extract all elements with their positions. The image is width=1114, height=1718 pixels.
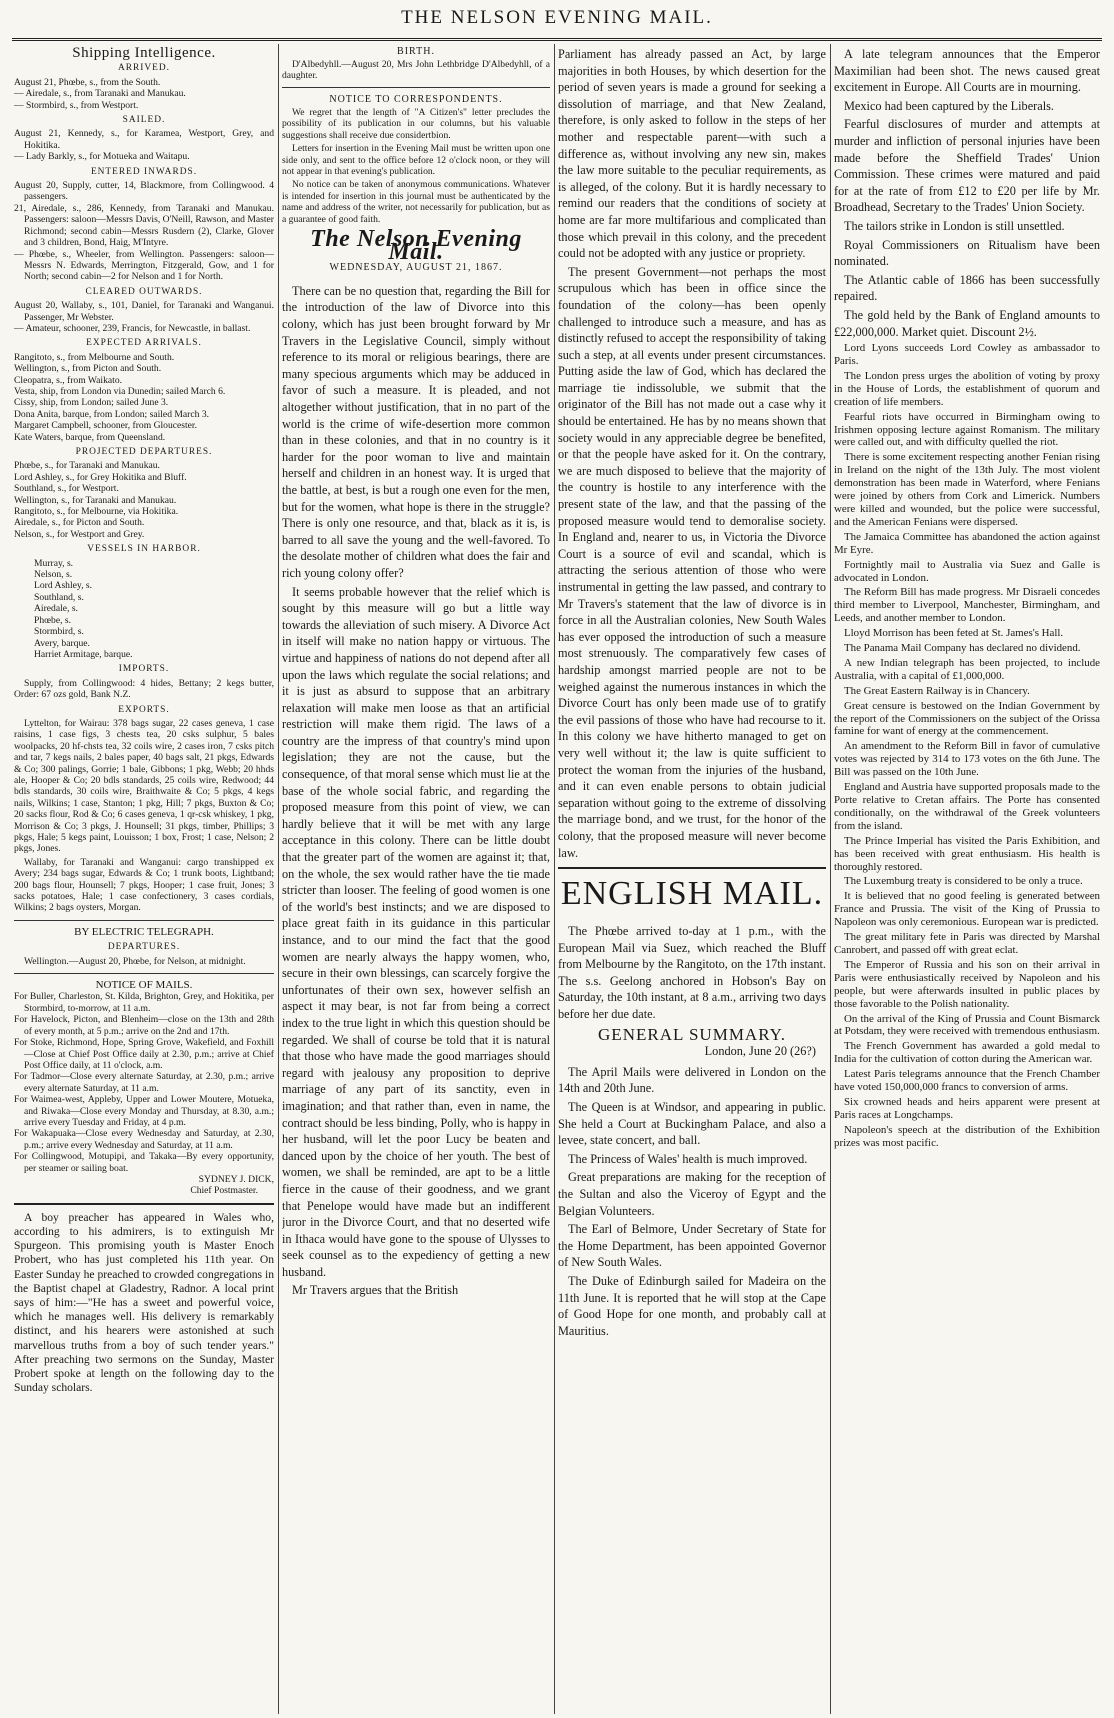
expected-item: Cleopatra, s., from Waikato. bbox=[14, 374, 123, 386]
summary-item: Fearful riots have occurred in Birmingham owing to Irishmen opposing lecture against Romanism. The military were called out, and with difficulty quelled the riot. bbox=[834, 410, 1100, 449]
imports-heading: IMPORTS. bbox=[118, 664, 170, 675]
entered-item: August 20, Supply, cutter, 14, Blackmore, from Collingwood. 4 passengers. bbox=[14, 180, 274, 203]
summary-item: The Duke of Edinburgh sailed for Madeira on the 11th June. It is reported that he will stop at the Cape of Good Hope for one month, and probably call at Mauritius. bbox=[558, 1273, 826, 1338]
summary-item: A new Indian telegraph has been projected, to include Australia, with a capital of £1,000,000. bbox=[834, 656, 1100, 682]
summary-item: The French Government has awarded a gold medal to India for the cultivation of cotton during the American war. bbox=[834, 1040, 1100, 1066]
vessel-item: Murray, s. bbox=[34, 557, 74, 569]
summary-item: The Great Eastern Railway is in Chancery. bbox=[844, 684, 1030, 697]
vessel-item: Avery, barque. bbox=[34, 637, 90, 649]
summary-item: The Queen is at Windsor, and appearing in public. She held a Court at Buckingham Palace, and also a levee, state concert, and ball. bbox=[558, 1100, 826, 1148]
summary-item: Mexico had been captured by the Liberals. bbox=[844, 98, 1054, 113]
summary-item: Royal Commissioners on Ritualism have been nominated. bbox=[834, 237, 1100, 269]
projected-item: Phœbe, s., for Taranaki and Manukau. bbox=[14, 460, 160, 472]
vessel-item: Nelson, s. bbox=[34, 569, 73, 581]
summary-item: The Atlantic cable of 1866 has been successfully repaired. bbox=[834, 272, 1100, 304]
expected-item: Dona Anita, barque, from London; sailed March 3. bbox=[14, 408, 210, 420]
sailed-item: — Lady Barkly, s., for Motueka and Waitapu. bbox=[14, 151, 190, 163]
entered-heading: ENTERED INWARDS. bbox=[90, 166, 198, 177]
summary-item: The great military fete in Paris was directed by Marshal Canrobert, and passed off with great eclat. bbox=[834, 931, 1100, 956]
cleared-heading: CLEARED OUTWARDS. bbox=[85, 286, 203, 297]
arrived-heading: ARRIVED. bbox=[117, 63, 170, 74]
expected-item: Kate Waters, barque, from Queensland. bbox=[14, 431, 166, 443]
vessel-item: Southland, s. bbox=[34, 591, 84, 603]
birth-heading: BIRTH. bbox=[397, 46, 435, 57]
summary-item: England and Austria have supported proposals made to the Porte relative to Cretan affairs. The Porte has consented conditionally, on the withdrawal of the Greek volunteers from the island. bbox=[834, 781, 1100, 832]
summary-item: An amendment to the Reform Bill in favor of cumulative votes was rejected by 314 to 173 votes on the 6th June. The Bill was passed on the 10th June. bbox=[834, 740, 1100, 779]
summary-item: Napoleon's speech at the distribution of the Exhibition prizes was most pacific. bbox=[834, 1123, 1100, 1149]
boy-preacher-article: A boy preacher has appeared in Wales who, according to his admirers, is to extinguish Mr Spurgeon. This promising youth is Master Enoch Probert, who has just completed his 11th year. On Easter Sunday he preached to crowded congregations in the Baptist chapel at Gladestry, Radnor. A local print says of him:—"He has a sweet and powerful voice, which he manages well. His delivery is remarkably distinct, and his hearers were astonished at such marvellous truths from a boy of such tender years." After preaching two sermons on the Sunday, Master Probert spoke at length on the following day to the Sunday scholars. bbox=[14, 1210, 274, 1395]
column-summary-continued bbox=[834, 46, 1100, 1714]
summary-item: Great censure is bestowed on the Indian Government by the report of the Commissioners on the subject of the Orissa famine for want of energy at the commencement. bbox=[834, 699, 1100, 738]
entered-item: — Phœbe, s., Wheeler, from Wellington. Passengers: saloon—Messrs N. Edwards, Merrington, Fitzgerald, Gow, and 1 for North; second cabin—2 for Nelson and 1 for North. bbox=[14, 248, 274, 283]
expected-item: Vesta, ship, from London via Dunedin; sailed March 6. bbox=[14, 385, 226, 397]
sailed-heading: SAILED. bbox=[122, 115, 166, 126]
postmaster-name: SYDNEY J. DICK, bbox=[198, 1173, 274, 1185]
mail-item: For Wakapuaka—Close every Wednesday and Saturday, at 2.30, p.m.; arrive every Wednesday and Saturday, at 11 a.m. bbox=[14, 1128, 274, 1151]
column-rule bbox=[830, 44, 831, 1714]
expected-item: Margaret Campbell, schooner, from Gloucester. bbox=[14, 420, 197, 432]
leader-paragraph: Mr Travers argues that the British bbox=[292, 1283, 459, 1298]
projected-heading: PROJECTED DEPARTURES. bbox=[75, 447, 213, 457]
summary-item: Fearful disclosures of murder and attempts at murder and infliction of personal injuries have been made before the Sheffield Trades' Union Commission. These crimes were matured and paid for at the rate of from £12 to £20 per life by Mr. Broadhead, Secretary to the Trades' Union Society. bbox=[834, 117, 1100, 215]
exports-text: Lyttelton, for Wairau: 378 bags sugar, 22 cases geneva, 1 case raisins, 1 case figs, 3 chests tea, 20 csks sulphur, 5 bales woolpacks, 20 hf-chsts tea, 32 coils wire, 2 cases iron, 7 csks pitch and tar, 7 kegs nails, 2 bales paper, 40 bags salt, 21 pkgs, Edwards & Co; 300 palings, Gorrie; 1 bale, Gibbons; 1 pkg, Webb; 20 hhds ale, Hooper & Co; 20 bdls standards, 25 coils wire, Redwood; 44 bdls standards, 30 coils wire, Braithwaite & Co; 5 pkgs, 4 kegs nails, Wilkins; 1 case, Stanton; 1 pkg, Hill; 7 pkgs, Buxton & Co; 20 sacks flour, Rod & Co; 6 cases geneva, 1 qr-csk whiskey, 1 pkg, Morrison & Co; 3 pkgs, J. Hounsell; 31 pkgs, timber, Phillips; 3 pkgs, Hale; 5 kegs paint, Louisson; 1 box, Frost; 1 case, Nelson; 2 pkgs, Jones. bbox=[14, 717, 274, 855]
summary-item: The Panama Mail Company has declared no dividend. bbox=[844, 642, 1081, 655]
summary-item: The Luxemburg treaty is considered to be only a truce. bbox=[844, 875, 1083, 888]
column-editorial bbox=[282, 46, 550, 1714]
vessel-item: Lord Ashley, s. bbox=[34, 580, 93, 592]
correspondents-notice: No notice can be taken of anonymous communications. Whatever is intended for insertion in this journal must be authenticated by the name and address of the writer, not necessarily for publication, but as a guarantee of good faith. bbox=[282, 179, 550, 225]
summary-item: The tailors strike in London is still unsettled. bbox=[844, 218, 1065, 233]
projected-item: Rangitoto, s., for Melbourne, via Hokitika. bbox=[14, 506, 179, 518]
column-shipping bbox=[14, 46, 274, 1714]
projected-item: Wellington, s., for Taranaki and Manukau. bbox=[14, 494, 177, 506]
notice-of-mails-heading: NOTICE OF MAILS. bbox=[95, 979, 193, 992]
section-rule bbox=[14, 1203, 274, 1205]
column-rule bbox=[278, 44, 279, 1714]
masthead-rule bbox=[12, 38, 1102, 41]
summary-item: The Emperor of Russia and his son on their arrival in Paris were enthusiastically received by Napoleon and his people, but were afterwards insulted in public places by those favorable to the Polish nationality. bbox=[834, 958, 1100, 1010]
mail-item: For Collingwood, Motupipi, and Takaka—By every opportunity, per steamer or sailing boat. bbox=[14, 1151, 274, 1174]
summary-item: The Reform Bill has made progress. Mr Disraeli concedes third member to Liverpool, Manchester, Birmingham, and Leeds, and another member to London. bbox=[834, 586, 1100, 625]
arrived-item: — Airedale, s., from Taranaki and Manukau. bbox=[14, 88, 186, 100]
departures-text: Wellington.—August 20, Phœbe, for Nelson, at midnight. bbox=[24, 955, 246, 967]
mail-item: For Havelock, Picton, and Blenheim—close on the 13th and 28th of every month, at 5 p.m.; arrive on the 2nd and 17th. bbox=[14, 1014, 274, 1037]
leader-paragraph: The present Government—not perhaps the most scrupulous which has been in office since the foundation of the colony—has been openly challenged to introduce such a measure, and has as distinctly refused to accept the responsibility of taking such a step, at all events under present circumstances. Putting aside the law of God, which has declared the marriage tie indissoluble, we submit that the originator of the Bill has not made out a case why it should be entertained. He has by no means shown that society would in any appreciable degree be benefited, or that the people have asked for it. On the contrary, we are much disposed to believe that the majority of the country is hostile to any interference with the present state of the law, and that the passing of the proposed measure would tend to demoralise society. In England and, nearer to us, in Victoria the Divorce Court is a source of evil and scandal, which is attracting the serious attention of those who were instrumental in getting the law passed, and contrary to Mr Travers's statement that the law of divorce is in force in all the Australian colonies, New South Wales has ever opposed the introduction of such a measure most strenuously. The comparatively few cases of hardship amongst married people are not to be weighed against the numerous instances in which the Divorce Court has only been made use of to gratify the evil passions of those who have had recourse to it. In this colony we have hitherto managed to get on very well without it; the law is quite sufficient to protect the woman from the injuries of the husband, and it can even enable persons to obtain judicial separation without going to the extreme of dissolving the marriage bond, and we trust, for the honor of the colony, that the proposed measure will never become law. bbox=[558, 264, 826, 860]
telegraph-heading: BY ELECTRIC TELEGRAPH. bbox=[74, 925, 214, 938]
column-rule bbox=[554, 44, 555, 1714]
summary-item: Great preparations are making for the reception of the Sultan and also the Viceroy of Egypt and the Belgian Volunteers. bbox=[558, 1170, 826, 1218]
projected-item: Southland, s., for Westport. bbox=[14, 483, 119, 495]
entered-item: 21, Airedale, s., 286, Kennedy, from Taranaki and Manukau. Passengers: saloon—Messrs Davis, O'Neill, Rawson, and Master Richmond; second cabin—Messrs Rusdern (2), Clarke, Glover and 3 children, Bond, Haig, M'Intyre. bbox=[14, 202, 274, 249]
vessel-item: Airedale, s. bbox=[34, 603, 78, 615]
correspondents-notice: We regret that the length of "A Citizen's" letter precludes the possibility of its publication in our columns, but his valuable suggestions shall receive due considertbion. bbox=[282, 107, 550, 141]
summary-item: The Prince Imperial has visited the Paris Exhibition, and has been received with great enthusiasm. His health is thoroughly restored. bbox=[834, 834, 1100, 873]
arrived-item: — Stormbird, s., from Westport. bbox=[14, 99, 139, 111]
projected-item: Nelson, s., for Westport and Grey. bbox=[14, 528, 145, 540]
projected-item: Lord Ashley, s., for Grey Hokitika and Bluff. bbox=[14, 471, 187, 483]
expected-item: Rangitoto, s., from Melbourne and South. bbox=[14, 351, 175, 363]
summary-item: On the arrival of the King of Prussia and Count Bismarck at Potsdam, they were received with tremendous enthusiasm. bbox=[834, 1012, 1100, 1038]
summary-item: There is some excitement respecting another Fenian rising in Ireland on the night of the 13th July. The most violent demonstration has been made in Waterford, where Fenians were joined by others from Cork and Limerick. Numbers were killed and wounded, but the police were successful, and the American Fenians were dispersed. bbox=[834, 451, 1100, 528]
summary-item: Fortnightly mail to Australia via Suez and Galle is advocated in London. bbox=[834, 558, 1100, 584]
leader-paragraph: It seems probable however that the relief which is sought by this measure will go but a little way towards the alleviation of such misery. A Divorce Act in itself will make no nation happy or virtuous. The virtue and happiness of nations do not depend after all upon the laws which regulate the social relations; and it is just as absurd to suppose that an arbitrary relaxation will make men loose as that an artificial restriction will make them rigid. The laws of a country are the impress of that country's mind upon legislation; they are not the cause, but the consequence, of that moral sense which must lie at the base of the whole social fabric, and regarding the proposed measure from this point of view, we can hardly believe that it will be met with any large acceptance in this colony. There can be little doubt that the greater part of the women are against it; that, on the whole, the sex would rather have the tie made stricter than looser. The feeling of good women is one of the world's best instincts; and we are disposed to place great faith in its guidance in this particular instance, and to our mind the fact that the good women are nearly always the happy women, who, secure in their own blessings, can scarcely forgive the unfortunates of their own sex, however selfish an aspect it may bear, is not far from being a correct index to the true light in which this question should be regarded. We shall of course be told that it is natural that those who have made the good marriages should regard with jealousy any proposition to deprive marriage of any part of its sanctity, even in imagination; and that rather than, even in name, the contract should be less binding, Polly, who is happy in her husband, will let the poor Lucy be beaten and danced upon by the choice of her youth. The best of women, we shall be reminded, are apt to be a little fierce in the cause of their goodness, and we grant that Penelope would have made but an indifferent juror in the Divorce Court, and that no deserted wife in Ithaca would have gone to the spouse of Ulysses to seek counsel as to the expediency of getting a new husband. bbox=[282, 584, 550, 1279]
mail-item: For Stoke, Richmond, Hope, Spring Grove, Wakefield, and Foxhill—Close at Chief Post Office daily at 2.30, p.m.; arrive at Chief Post Office daily, at 11 o'clock, a.m. bbox=[14, 1037, 274, 1071]
summary-item: The April Mails were delivered in London on the 14th and 20th June. bbox=[558, 1064, 826, 1096]
english-mail-heading: ENGLISH MAIL. bbox=[560, 875, 824, 913]
birth-notice: D'Albedyhll.—August 20, Mrs John Lethbridge D'Albedyhll, of a daughter. bbox=[282, 58, 550, 81]
expected-item: Cissy, ship, from London; sailed June 3. bbox=[14, 397, 169, 409]
postmaster-title: Chief Postmaster. bbox=[190, 1185, 258, 1197]
section-rule bbox=[558, 867, 826, 869]
summary-item: The Jamaica Committee has abandoned the action against Mr Eyre. bbox=[834, 530, 1100, 556]
vessel-item: Phœbe, s. bbox=[34, 614, 72, 626]
column-divorce-mail bbox=[558, 46, 826, 1714]
summary-item: A late telegram announces that the Emperor Maximilian had been shot. The news caused great excitement in Europe. All Courts are in mourning. bbox=[834, 47, 1100, 95]
mail-arrival-paragraph: The Phœbe arrived to-day at 1 p.m., with the European Mail via Suez, which reached the Bluff from Melbourne by the Rangitoto, on the 17th instant. The s.s. Geelong anchored in Hobson's Bay on Saturday, the 10th instant, at 8 a.m., arriving two days before her due date. bbox=[558, 924, 826, 1022]
exports-heading: EXPORTS. bbox=[118, 704, 170, 715]
summary-item: The Princess of Wales' health is much improved. bbox=[568, 1151, 808, 1166]
leader-paragraph: Parliament has already passed an Act, by large majorities in both Houses, by which desertion for the period of seven years is made a ground for seeking a dissolution of marriage, and that New Zealand, therefore, is only asked to follow in the steps of her mother and respectable parent—with such a difference as, without involving any new sin, makes the law more suitable to the peculiar requirements, as is alleged, of the colony. But it is hardly necessary to remind our readers that the conditions of society at home are far more multifarious and complicated than those which prevail in this colony, and the precedent could not be adopted with any justice or propriety. bbox=[558, 47, 826, 261]
mail-item: For Tadmor—Close every alternate Saturday, at 2.30, p.m.; arrive every alternate Saturday, at 11 a.m. bbox=[14, 1071, 274, 1094]
summary-item: Latest Paris telegrams announce that the French Chamber have voted 150,000,000 francs to conversion of arms. bbox=[834, 1068, 1100, 1094]
imports-text: Supply, from Collingwood: 4 hides, Bettany; 2 kegs butter, Order: 67 ozs gold, Bank N.Z. bbox=[14, 677, 274, 701]
summary-item: Six crowned heads and heirs apparent were present at Paris races at Longchamps. bbox=[834, 1095, 1100, 1121]
correspondents-heading: NOTICE TO CORRESPONDENTS. bbox=[329, 94, 503, 106]
section-rule bbox=[14, 973, 274, 974]
sailed-item: August 21, Kennedy, s., for Karamea, Westport, Grey, and Hokitika. bbox=[14, 128, 274, 151]
arrived-item: August 21, Phœbe, s., from the South. bbox=[14, 76, 161, 88]
summary-item: The gold held by the Bank of England amounts to £22,000,000. Market quiet. Discount 2½. bbox=[834, 307, 1100, 339]
vessel-item: Stormbird, s. bbox=[34, 626, 84, 638]
mail-item: For Waimea-west, Appleby, Upper and Lower Moutere, Motueka, and Riwaka—Close every Monday and Thursday, at 8.30, a.m.; arrive every Tuesday and Friday, at 4 p.m. bbox=[14, 1094, 274, 1128]
section-rule bbox=[14, 920, 274, 921]
exports-text: Wallaby, for Taranaki and Wanganui: cargo transhipped ex Avery; 234 bags sugar, Edwards & Co; 1 trunk boots, Lightband; 200 bags flour, Hounsell; 7 pkgs, Hooper; 1 case fruit, Jones; 3 sacks potatoes, Hale; 1 case confectionery, 3 cases cordials, Wilkins; 2 bags oysters, Morgan. bbox=[14, 856, 274, 914]
correspondents-notice: Letters for insertion in the Evening Mail must be written upon one side only, and sent to the office before 12 o'clock noon, or they will not appear in that evening's publication. bbox=[282, 143, 550, 178]
shipping-title: Shipping Intelligence. bbox=[72, 46, 216, 61]
mail-item: For Buller, Charleston, St. Kilda, Brighton, Grey, and Hokitika, per Stormbird, to-morrow, at 11 a.m. bbox=[14, 991, 274, 1014]
vessels-heading: VESSELS IN HARBOR. bbox=[87, 544, 201, 555]
summary-item: The London press urges the abolition of voting by proxy in the House of Lords, the establishment of quorum and creation of life members. bbox=[834, 369, 1100, 408]
paper-title: The Nelson Evening Mail. bbox=[310, 226, 522, 265]
projected-item: Airedale, s., for Picton and South. bbox=[14, 517, 145, 529]
summary-item: It is believed that no good feeling is generated between France and Prussia. The visit of the King of Prussia to Napoleon was only ceremonious. European war is predicted. bbox=[834, 890, 1100, 929]
departures-heading: DEPARTURES. bbox=[107, 942, 181, 953]
issue-date: WEDNESDAY, AUGUST 21, 1867. bbox=[329, 262, 503, 274]
summary-item: Lloyd Morrison has been feted at St. James's Hall. bbox=[844, 627, 1064, 640]
masthead: THE NELSON EVENING MAIL. bbox=[401, 7, 713, 28]
cleared-item: — Amateur, schooner, 239, Francis, for Newcastle, in ballast. bbox=[14, 322, 251, 334]
expected-heading: EXPECTED ARRIVALS. bbox=[86, 338, 202, 349]
general-summary-heading: GENERAL SUMMARY. bbox=[598, 1024, 786, 1044]
cleared-item: August 20, Wallaby, s., 101, Daniel, for Taranaki and Wanganui. Passenger, Mr Webster. bbox=[14, 300, 274, 323]
summary-item: The Earl of Belmore, Under Secretary of State for the Home Department, has been appointed Governor of New South Wales. bbox=[558, 1222, 826, 1270]
leader-paragraph: There can be no question that, regarding the Bill for the introduction of the law of Divorce into this colony, which has just been brought forward by Mr Travers in the Legislative Council, simply without reference to its moral or religious bearings, there are many specious arguments which may be adduced in favor of such a measure. It is pleaded, and not altogether without justification, that in no part of the world is the crime of wife-desertion more common than in these colonies, and that in no country is it harder for the poor woman to live and maintain herself and children in an honest way. It is urged that the battle, at best, is but a rough one even for the men, but for the women, what hope is there in the struggle? There is only one resource, and that, black as it is, is barred to all save the young and the well-favored. To the desolate mother of children what does the fair and rich young colony offer? bbox=[282, 283, 550, 580]
summary-item: Lord Lyons succeeds Lord Cowley as ambassador to Paris. bbox=[834, 342, 1100, 367]
section-rule bbox=[282, 87, 550, 88]
expected-item: Wellington, s., from Picton and South. bbox=[14, 363, 162, 375]
summary-dateline: London, June 20 (26?) bbox=[704, 1044, 816, 1059]
vessel-item: Harriet Armitage, barque. bbox=[34, 648, 133, 660]
